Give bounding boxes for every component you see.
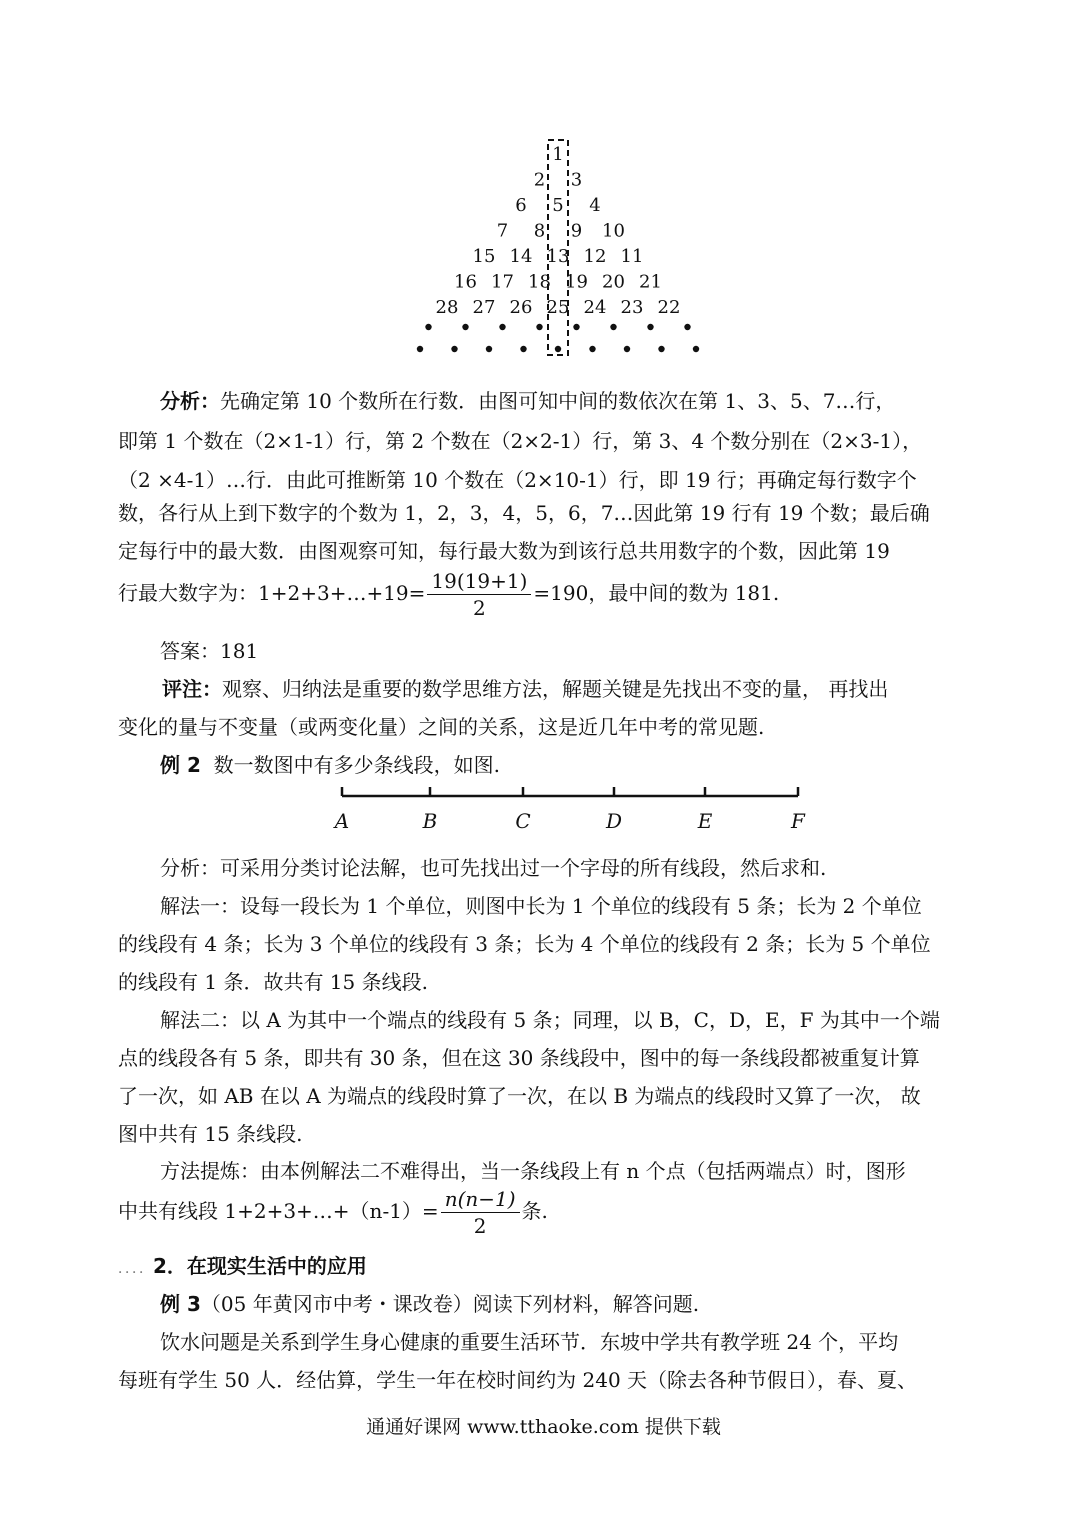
triangle-number: 18 (528, 271, 551, 293)
continuation-dot (451, 346, 457, 352)
analysis-1-line-2: 即第 1 个数在（2×1-1）行，第 2 个数在（2×2-1）行，第 3、4 个数分别在（2×3-1）， (118, 429, 923, 453)
fraction-n: $\frac{n(n-1)}{2}$ (441, 1186, 520, 1239)
triangle-number: 8 (533, 220, 546, 242)
triangle-number: 6 (515, 195, 527, 216)
continuation-dot (462, 324, 468, 330)
method-2-line-1: 解法二：以 A 为其中一个端点的线段有 5 条；同理，以 B，C，D，E，F 为其中一个端 (160, 1008, 940, 1032)
triangle-number: 12 (583, 246, 607, 267)
comment-line-1: 评注：观察、归纳法是重要的数学思维方法，解题关键是先找出不变的量， 再找出 (162, 677, 889, 701)
segment-point-label: F (791, 809, 805, 833)
triangle-number: 4 (589, 195, 601, 216)
refine-line-1: 方法提炼：由本例解法二不难得出，当一条线段上有 n 个点（包括两端点）时，图形 (160, 1159, 906, 1183)
number-triangle-figure (400, 130, 730, 365)
comment-line-2: 变化的量与不变量（或两变化量）之间的关系，这是近几年中考的常见题. (118, 715, 765, 739)
continuation-dot (693, 346, 699, 352)
segment-point-label: C (515, 809, 531, 833)
segment-point-label: B (422, 809, 438, 833)
method-2-line-2: 点的线段各有 5 条，即共有 30 条，但在这 30 条线段中，图中的每一条线段都被重复计算 (118, 1046, 920, 1070)
analysis-label: 分析： (160, 389, 220, 413)
segment-point-label: E (697, 809, 713, 833)
continuation-dot (425, 324, 431, 330)
analysis-1-line-5: 定每行中的最大数．由图观察可知，每行最大数为到该行总共用数字的个数，因此第 19 (118, 539, 890, 563)
triangle-number: 25 (546, 297, 570, 318)
continuation-dot (520, 346, 526, 352)
continuation-dot (486, 346, 492, 352)
continuation-dot (499, 324, 505, 330)
triangle-number: 19 (565, 271, 588, 293)
analysis-1-line-6: 行最大数字为：1+2+3+…+19= $\frac{19(19+1)}{2}$ =190，最中间的数为 181. (118, 569, 780, 620)
triangle-number: 1 (552, 144, 564, 165)
method-2-line-4: 图中共有 15 条线段. (118, 1122, 303, 1146)
triangle-number: 17 (491, 271, 514, 293)
continuation-dot (573, 324, 579, 330)
refine-line-2: 中共有线段 1+2+3+…+（n-1）= $\frac{n(n-1)}{2}$ 条. (118, 1187, 548, 1238)
example-3-para-line-2: 每班有学生 50 人．经估算，学生一年在校时间约为 240 天（除去各种节假日），春、夏、 (118, 1368, 918, 1392)
triangle-number: 22 (657, 297, 681, 318)
triangle-number: 24 (583, 297, 607, 318)
analysis-1-line-4: 数，各行从上到下数字的个数为 1，2，3，4，5，6，7…因此第 19 行有 19 个数；最后确 (118, 501, 930, 525)
continuation-dot (624, 346, 630, 352)
example-3-label: 例 3 (160, 1292, 201, 1316)
example-3-para-line-1: 饮水问题是关系到学生身心健康的重要生活环节．东坡中学共有教学班 24 个，平均 (160, 1330, 899, 1354)
triangle-number: 21 (639, 271, 662, 293)
triangle-number: 7 (496, 220, 509, 242)
page-footer: 通通好课网 www.tthaoke.com 提供下载 (366, 1416, 721, 1438)
fraction-19: $\frac{19(19+1)}{2}$ (427, 568, 531, 621)
continuation-dot (589, 346, 595, 352)
triangle-number: 2 (533, 169, 546, 191)
continuation-dot (555, 346, 561, 352)
segment-point-label: D (605, 809, 623, 833)
segment-point-label: A (334, 809, 350, 833)
section-2-heading: ．．．．2．在现实生活中的应用 (118, 1254, 367, 1278)
segment-figure (330, 784, 810, 836)
triangle-number: 28 (435, 297, 459, 318)
triangle-number: 26 (509, 297, 533, 318)
analysis-1-line-3: （2 ×4-1）…行．由此可推断第 10 个数在（2×10-1）行，即 19 行；再确定每行数字个 (118, 468, 917, 492)
triangle-number: 5 (552, 195, 564, 216)
triangle-number: 27 (472, 297, 496, 318)
triangle-number: 9 (570, 220, 583, 242)
answer-line: 答案：181 (160, 639, 259, 663)
triangle-number: 16 (454, 271, 477, 293)
method-1-line-3: 的线段有 1 条．故共有 15 条线段. (118, 970, 428, 994)
triangle-number: 14 (509, 246, 533, 267)
continuation-dot (684, 324, 690, 330)
continuation-dot (417, 346, 423, 352)
triangle-number: 3 (570, 169, 583, 191)
example-3-line: 例 3（05 年黄冈市中考・课改卷）阅读下列材料，解答问题. (160, 1292, 700, 1316)
continuation-dot (610, 324, 616, 330)
continuation-dot (658, 346, 664, 352)
triangle-number: 20 (602, 271, 625, 293)
triangle-number: 15 (472, 246, 496, 267)
analysis-1-line-1: 分析：先确定第 10 个数所在行数．由图可知中间的数依次在第 1、3、5、7…行， (160, 389, 896, 413)
method-2-line-3: 了一次，如 AB 在以 A 为端点的线段时算了一次，在以 B 为端点的线段时又算了一次， 故 (118, 1084, 921, 1108)
continuation-dot (647, 324, 653, 330)
example-2-line: 例 2 数一数图中有多少条线段，如图. (160, 753, 500, 777)
method-1-line-2: 的线段有 4 条；长为 3 个单位的线段有 3 条；长为 4 个单位的线段有 2 条；长为 5 个单位 (118, 932, 931, 956)
example-2-label: 例 2 (160, 753, 201, 777)
triangle-number: 23 (620, 297, 644, 318)
continuation-dot (536, 324, 542, 330)
method-1-line-1: 解法一：设每一段长为 1 个单位，则图中长为 1 个单位的线段有 5 条；长为 2 个单位 (160, 894, 922, 918)
triangle-number: 11 (620, 246, 644, 267)
analysis-2-line: 分析：可采用分类讨论法解，也可先找出过一个字母的所有线段，然后求和. (160, 856, 827, 880)
triangle-number: 13 (546, 246, 570, 267)
comment-label: 评注： (162, 677, 222, 701)
triangle-number: 10 (602, 220, 625, 242)
